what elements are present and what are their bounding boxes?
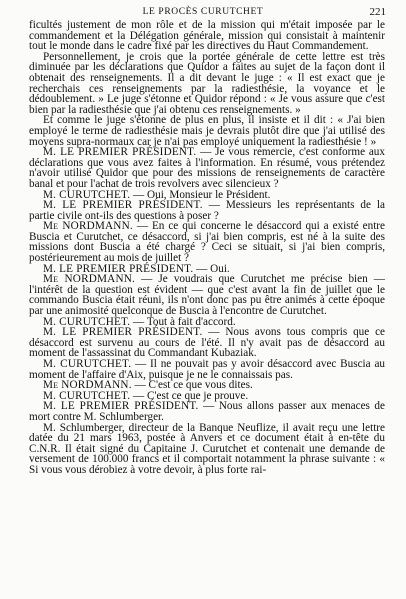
paragraph-text: — Nous allons passer aux menaces de mort contre M. Schlumberger. — [29, 400, 385, 423]
speaker-name: M. CURUTCHET. — [43, 358, 132, 370]
dialogue-paragraph — [29, 200, 385, 221]
paragraph-text: — Il ne pouvait pas y avoir désaccord avec Buscia au moment de l'affaire d'Aix, puisque je ne le connaissais pas. — [29, 358, 385, 381]
speaker-name: Me NORDMANN. — [43, 379, 132, 392]
paragraph-text: — Je voudrais que Curutchet me précise bien — l'intérêt de la question est évident — que c'est avant la fin de juillet que le commando Buscia était réuni, ils n'ont donc pas pu être animés à cette époque par une animosité quelconque de Buscia à l'encontre de Curutchet. — [29, 273, 385, 318]
paragraph-text: — C'est ce que vous dites. — [131, 379, 253, 392]
speaker-name: M. CURUTCHET. — [43, 188, 131, 201]
speaker-name: Me NORDMANN. — [43, 273, 136, 286]
text-paragraph — [29, 115, 385, 147]
dialogue-paragraph — [29, 221, 385, 263]
speaker-name: M. LE PREMIER PRÉSIDENT. — [43, 262, 194, 275]
page-body — [29, 20, 385, 476]
speaker-name: M. CURUTCHET. — [43, 389, 131, 402]
paragraph-text: Et comme le juge s'étonne de plus en plus, il insiste et il dit : « J'ai bien employé le terme de radiesthésie mais je devrais plutôt dire que j'ai utilisé des moyens supra-normaux car je n'ai pas employé uniquement la radiesthésie ! » — [29, 114, 385, 148]
speaker-name: Me NORDMANN. — [43, 220, 133, 233]
dialogue-paragraph — [29, 147, 385, 189]
dialogue-paragraph — [29, 359, 385, 380]
dialogue-paragraph — [29, 401, 385, 422]
paragraph-text: M. Schlumberger, directeur de la Banque Neuflize, il avait reçu une lettre datée du 21 mars 1963, postée à Anvers et ce document était à en-tête du C.N.R. Il était signé du Capitaine J. Curutchet et contenait une demande de versement de 100.000 francs et il comportait notamment la phrase suivante : « Si vous vous dérobiez à votre devoir, à plus forte rai- — [29, 421, 385, 476]
page-header — [0, 6, 406, 20]
speaker-name: M. LE PREMIER PRÉSIDENT. — [43, 146, 197, 159]
paragraph-text: — En ce qui concerne le désaccord qui a existé entre Buscia et Curutchet, ce désaccord, si j'ai bien compris, est né à la suite des missions dont Buscia a été chargé ? Ceci se situait, si j'ai bien compris, postérieurement au mois de juillet ? — [29, 220, 385, 265]
paragraph-text: Personnellement, je crois que la portée générale de cette lettre est très diminuée par les déclarations que Quidor a faites au sujet de la façon dont il obtenait des renseignements. Il a dit devant le juge : « Il est exact que je recherchais ces renseignements par la radiesthésie, la voyance et le dédoublement. » Le juge s'étonne et Quidor répond : « Je vous assure que c'est bien par la radiesthésie que j'ai obtenu ces renseignements. » — [29, 50, 385, 116]
speaker-name: M. LE PREMIER PRÉSIDENT. — [43, 199, 203, 212]
paragraph-text: — Oui, Monsieur le Président. — [130, 188, 271, 201]
paragraph-text: ficultés justement de mon rôle et de la mission qui m'était imposée par le commandement et la Délégation générale, mission qui consistait à maintenir tout le monde dans le cadre fixé par les directives du Haut Commandement. — [29, 19, 385, 53]
dialogue-paragraph — [29, 274, 385, 316]
text-paragraph — [29, 20, 385, 52]
paragraph-text: — Oui. — [193, 262, 230, 275]
dialogue-paragraph — [29, 327, 385, 359]
speaker-name: M. LE PREMIER PRÉSIDENT. — [43, 326, 203, 339]
page-number: 221 — [369, 6, 386, 18]
paragraph-text: — Nous avons tous compris que ce désaccord est survenu au cours de l'été. Il n'y avait pas de désaccord au moment de l'assassinat du Commandant Kubaziak. — [29, 326, 385, 360]
paragraph-text: — Messieurs les représentants de la partie civile ont-ils des questions à poser ? — [29, 199, 385, 222]
speaker-name: M. CURUTCHET. — [43, 315, 131, 328]
text-paragraph — [29, 423, 385, 476]
speaker-name: M. LE PREMIER PRÉSIDENT. — [43, 400, 199, 413]
paragraph-text: — Je vous remercie, c'est conforme aux déclarations que vous avez faites à l'information. En résumé, vous prétendez n'avoir utilisé Quidor que pour des missions de renseignements de caractère banal et pour l'achat de trois revolvers avec silencieux ? — [29, 146, 385, 190]
running-title: LE PROCÈS CURUTCHET — [142, 7, 264, 17]
paragraph-text: — C'est ce que je prouve. — [130, 389, 249, 402]
text-paragraph — [29, 52, 385, 116]
paragraph-text: — Tout à fait d'accord. — [130, 315, 236, 328]
